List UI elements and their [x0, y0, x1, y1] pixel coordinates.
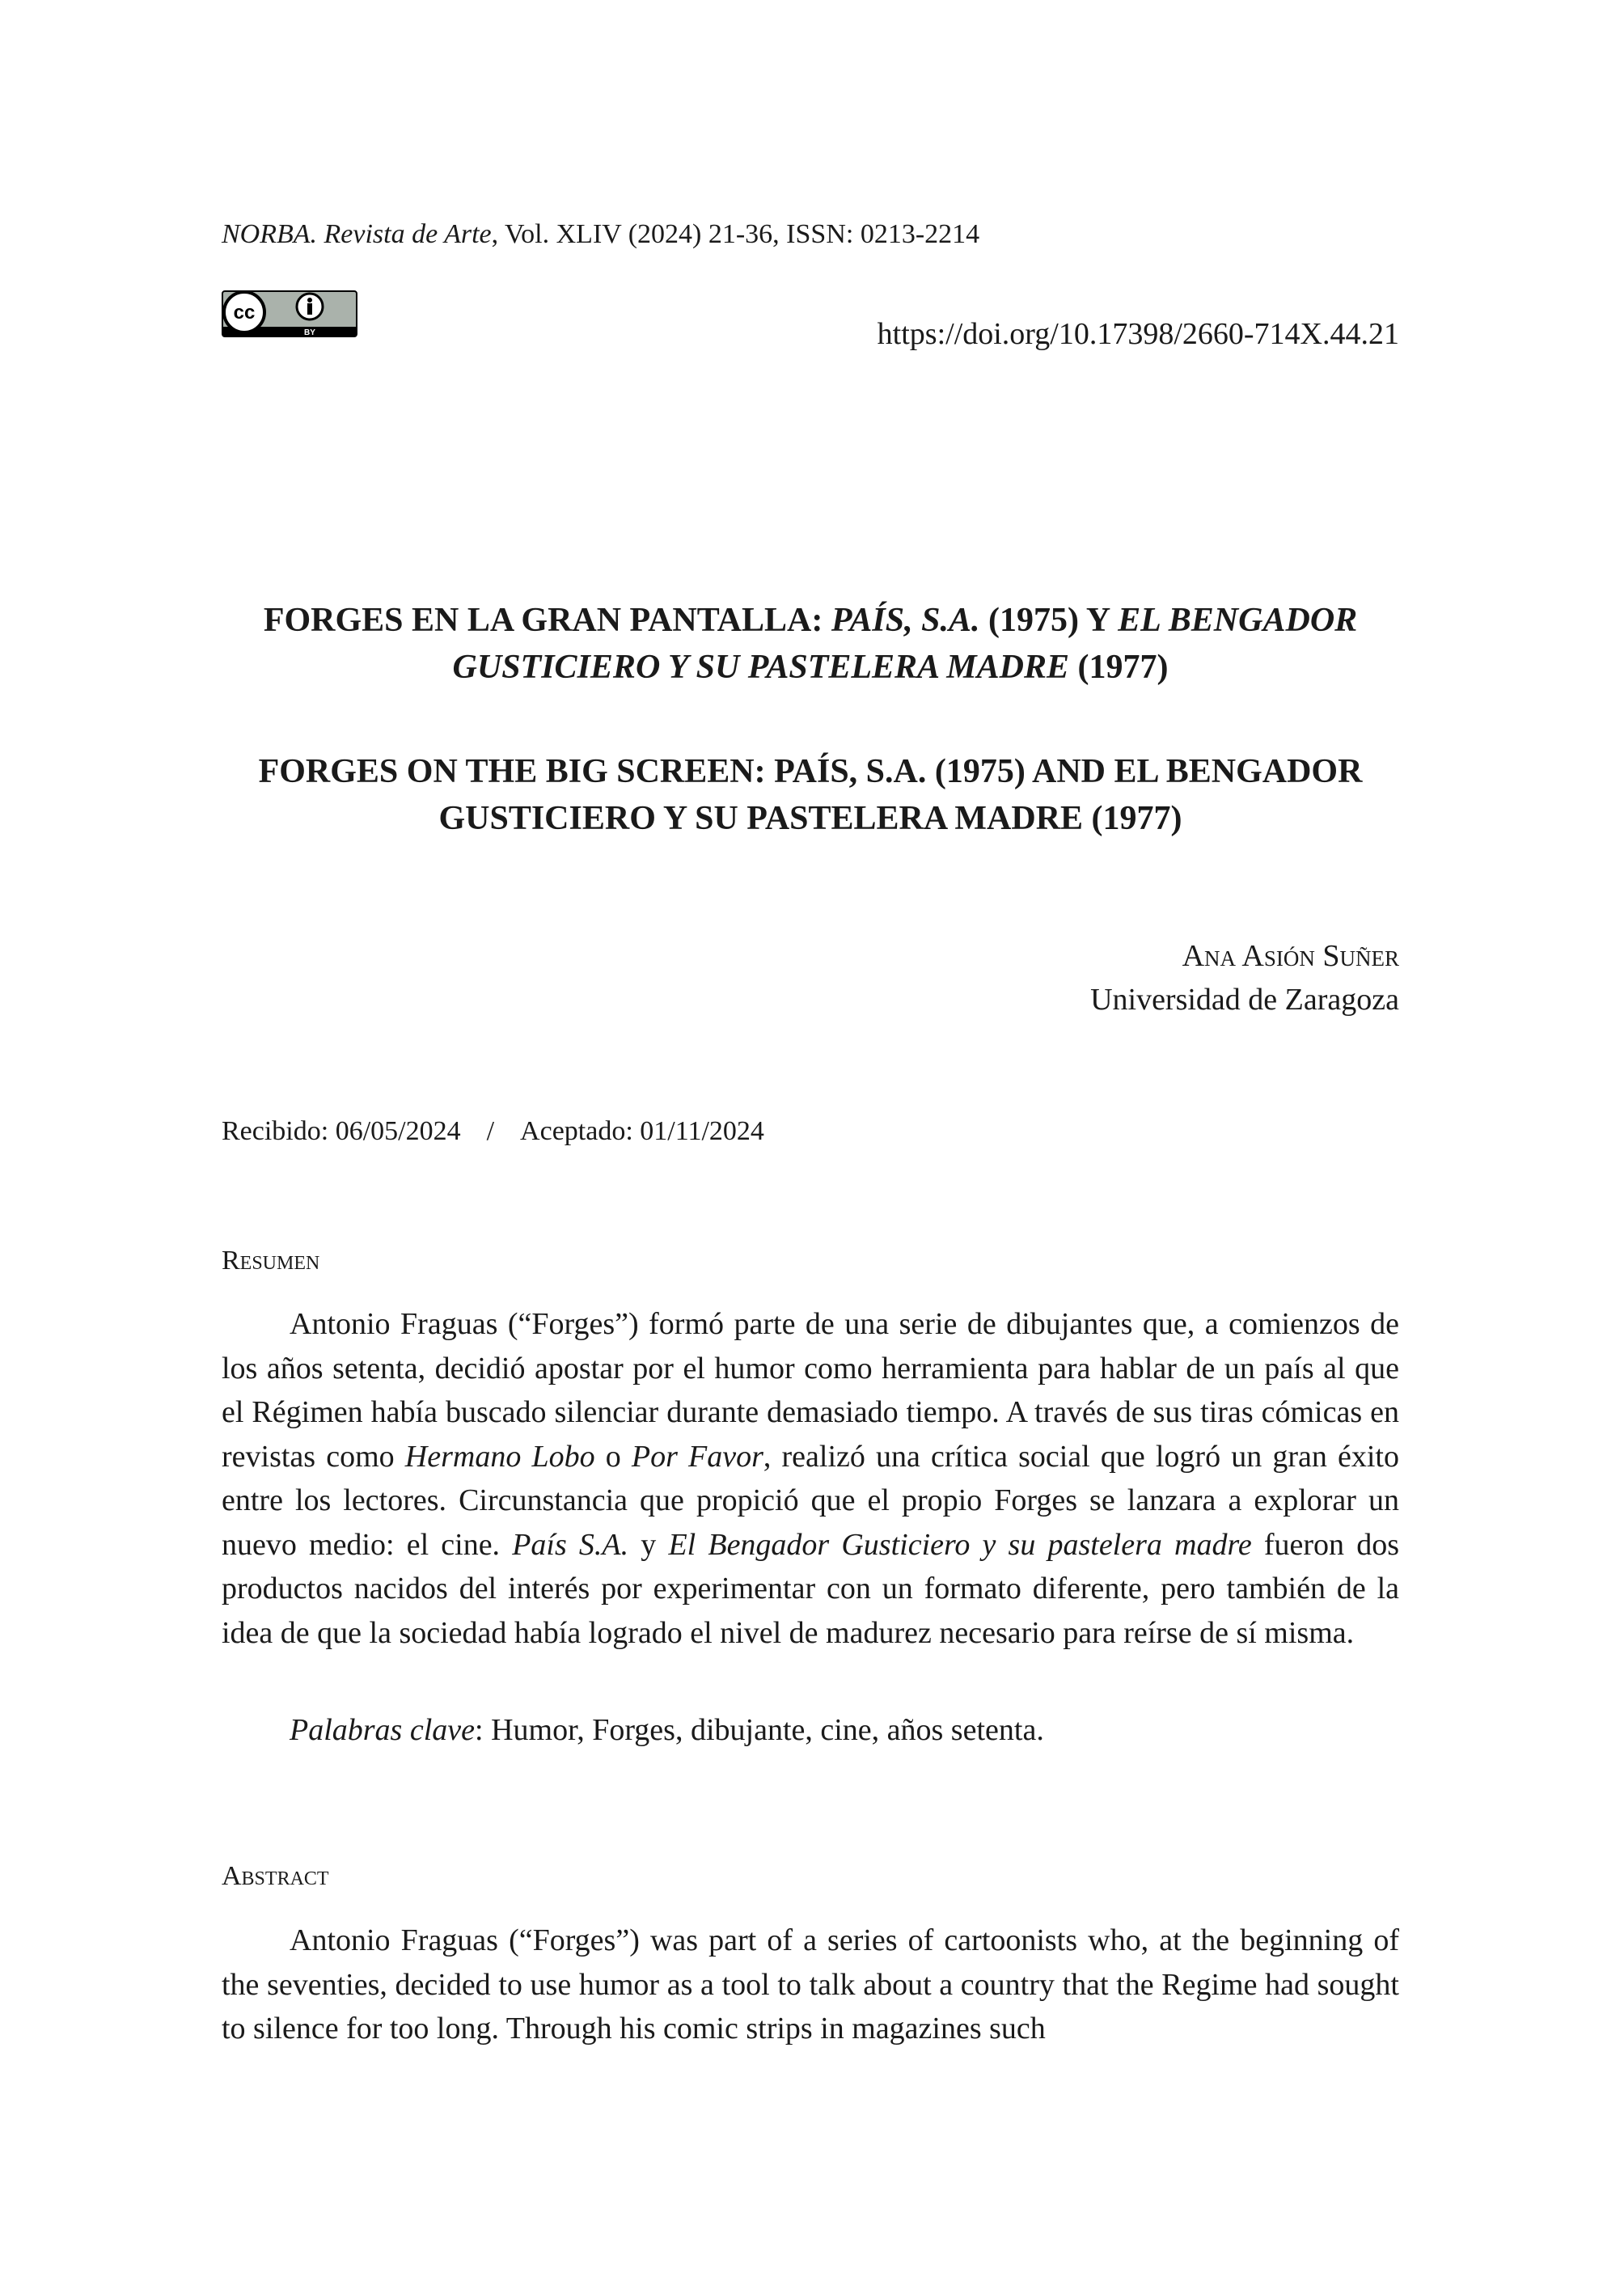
- title-english: FORGES ON THE BIG SCREEN: PAÍS, S.A. (1975) AND EL BENGADOR GUSTICIERO Y SU PASTELERA MADRE (1977): [258, 753, 1363, 837]
- magazine-name: Hermano Lobo: [404, 1439, 595, 1474]
- abstract-paragraph: Antonio Fraguas (“Forges”) was part of a series of cartoonists who, at the beginning of the seventies, decided to use humor as a tool to talk about a country that the Regime had sought to silence for too long. Through his comic strips in magazines such: [222, 1923, 1399, 2046]
- resumen-text-4: y: [628, 1527, 669, 1562]
- keywords-list: : Humor, Forges, dibujante, cine, años setenta.: [475, 1713, 1044, 1747]
- film-title: País S.A.: [512, 1527, 629, 1562]
- resumen-text-1: Antonio Fraguas (“Forges”) formó parte de una serie de dibujantes que, a comienzos de los años setenta, decidió apostar por el humor como herramienta para hablar de un país al que el Régimen había buscado silenciar durante demasiado tiempo. A través de sus tiras cómicas en revistas como: [222, 1307, 1399, 1474]
- title-es-part3: (1977): [1068, 649, 1169, 686]
- film-title: El Bengador Gusticiero y su pastelera madre: [668, 1527, 1252, 1562]
- abstract-heading: Abstract: [222, 1861, 329, 1891]
- cc-by-license-icon[interactable]: [222, 290, 357, 337]
- journal-volume-info: , Vol. XLIV (2024) 21-36, ISSN: 0213-2214: [491, 219, 980, 249]
- doi-link[interactable]: https://doi.org/10.17398/2660-714X.44.21: [877, 317, 1399, 351]
- resumen-heading: Resumen: [222, 1246, 320, 1276]
- journal-name: NORBA. Revista de Arte: [222, 219, 492, 249]
- keywords-line: [222, 1708, 1399, 1753]
- keywords-label: Palabras clave: [290, 1713, 476, 1747]
- resumen-text-2: o: [594, 1439, 632, 1474]
- title-es-part1: FORGES EN LA GRAN PANTALLA:: [263, 602, 831, 639]
- title-es-part2: (1975) Y: [979, 602, 1119, 639]
- by-icon-text: BY: [304, 328, 315, 337]
- magazine-name: Por Favor: [631, 1439, 763, 1474]
- title-es-film1: PAÍS, S.A.: [831, 602, 980, 639]
- date-separator: /: [486, 1116, 495, 1146]
- received-date: Recibido: 06/05/2024: [222, 1116, 461, 1146]
- author-name: Ana Asión Suñer: [1182, 939, 1399, 973]
- submission-dates: [222, 1114, 764, 1149]
- author-affiliation: Universidad de Zaragoza: [1090, 983, 1399, 1017]
- title-es-film2: EL BENGADOR GUSTICIERO Y SU PASTELERA MADRE: [452, 602, 1358, 686]
- resumen-text-3: , realizó una crítica social que logró un gran éxito entre los lectores. Circunstancia que propició que el propio Forges se lanzara a explorar un nuevo medio: el cine.: [222, 1439, 1399, 1562]
- cc-icon-text: cc: [233, 302, 256, 324]
- author-block: [1090, 934, 1399, 1022]
- title-spanish: [222, 597, 1399, 691]
- accepted-date: Aceptado: 01/11/2024: [520, 1116, 764, 1146]
- journal-citation: [222, 217, 979, 252]
- resumen-paragraph: [222, 1302, 1399, 1655]
- resumen-text-5: fueron dos productos nacidos del interés por experimentar con un formato diferente, pero también de la idea de que la sociedad había logrado el nivel de madurez necesario para reírse de sí misma.: [222, 1527, 1399, 1650]
